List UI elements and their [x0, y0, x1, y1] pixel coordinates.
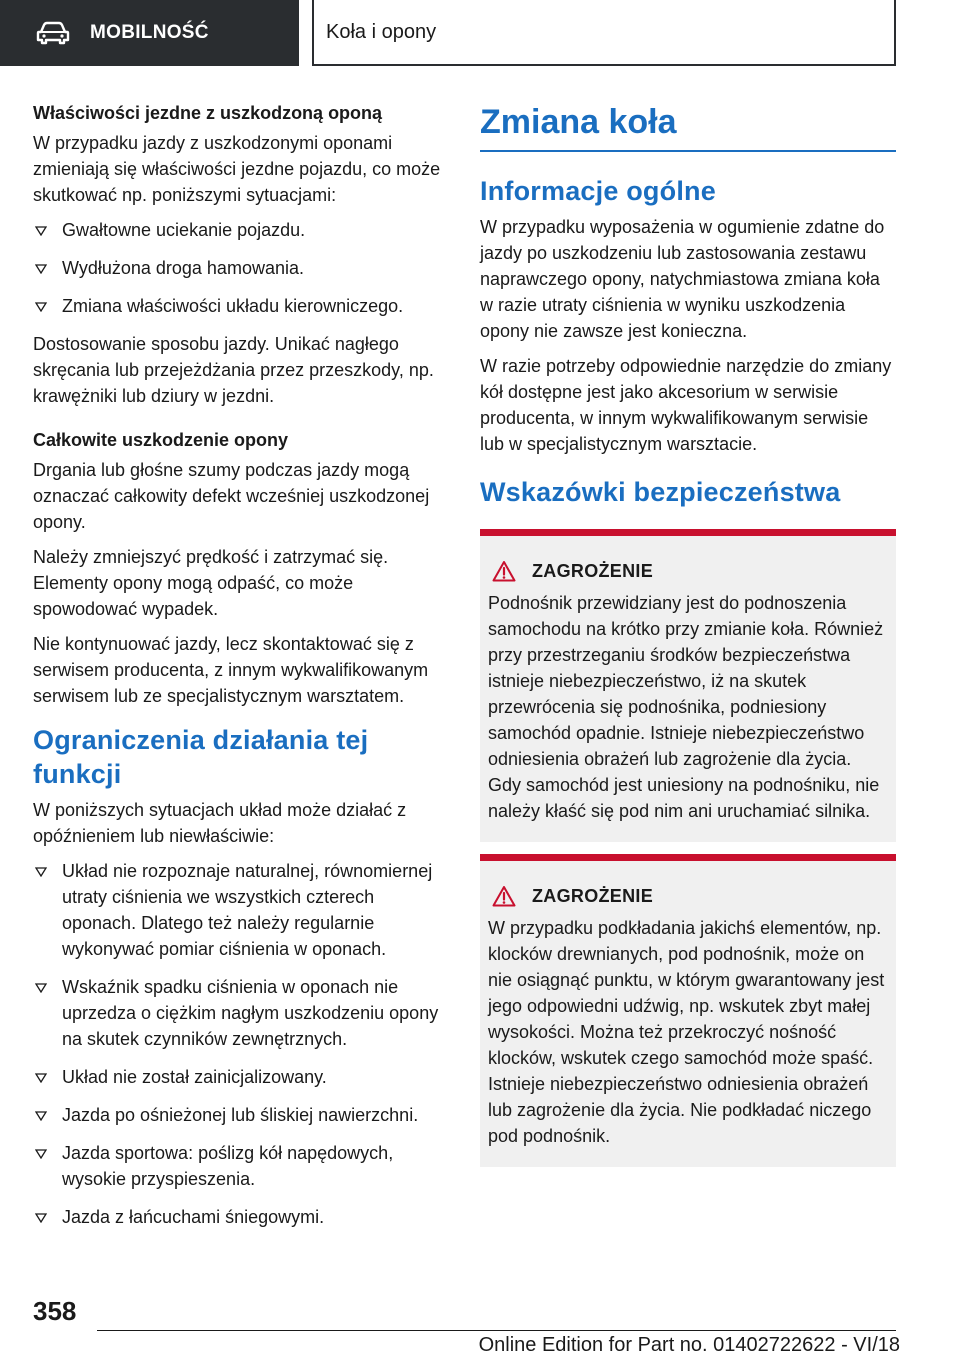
list-item: Jazda z łańcuchami śniegowymi.	[33, 1204, 451, 1230]
warning-text: W przypadku podkładania jakichś elementów, np. klocków drewnianych, pod podnośnik, może on nie osiągnąć punktu, w którym gwarantowany jest jego odpowiedni udźwig, np. wskutek zbyt małej wysokości. Można też przekroczyć nośność klocków, wskutek czego samochód może spaść. Istnieje niebezpieczeństwo odniesienia obrażeń lub zagrożenie dla życia. Nie podkładać niczego pod podnośnik.	[488, 918, 885, 1146]
topic-title: Koła i opony	[326, 20, 437, 43]
paragraph: W poniższych sytuacjach układ może działać z opóźnieniem lub niewłaściwie:	[33, 800, 407, 846]
warning-header	[488, 885, 888, 907]
limitations-list	[33, 858, 451, 1230]
subheading-driving-properties: Właściwości jezdne z uszkodzoną oponą	[33, 103, 383, 123]
triangle-bullet-icon	[35, 983, 47, 993]
paragraph: Drgania lub głośne szumy podczas jazdy mogą oznaczać całkowity defekt wcześniej uszkodzonej opony.	[33, 460, 430, 532]
list-item: Układ nie został zainicjalizowany.	[33, 1064, 451, 1090]
triangle-bullet-icon	[35, 1111, 47, 1121]
edition-info: Online Edition for Part no. 01402722622 - VI/18	[478, 1334, 900, 1356]
warning-triangle-icon	[492, 560, 516, 582]
list-item: Układ nie rozpoznaje naturalnej, równomiernej utraty ciśnienia we wszystkich czterech oponach. Dlatego też należy regularnie wykonywać pomiar ciśnienia w oponach.	[33, 858, 451, 962]
list-item: Jazda sportowa: poślizg kół napędowych, wysokie przyspieszenia.	[33, 1140, 451, 1192]
warning-text: Podnośnik przewidziany jest do podnoszenia samochodu na krótko przy zmianie koła. Również przy przestrzeganiu środków bezpieczeństwa istnieje niebezpieczeństwo, iż na skutek przewrócenia się podnośnika, podniesiony samochód opadnie. Istnieje niebezpieczeństwo odniesienia obrażeń lub zagrożenie dla życia. Gdy samochód jest uniesiony na podnośniku, nie należy kłaść się pod nim ani uruchamiać silnika.	[488, 593, 884, 821]
driving-effects-list	[33, 217, 451, 319]
triangle-bullet-icon	[35, 1149, 47, 1159]
page-number: 358	[33, 1296, 77, 1326]
subheading-total-damage: Całkowite uszkodzenie opony	[33, 430, 289, 450]
paragraph: W przypadku wyposażenia w ogumienie zdatne do jazdy po uszkodzeniu lub zastosowania zestawu naprawczego opony, natychmiastowa zmiana koła w razie utraty ciśnienia w wyniku uszkodzenia opony nie zawsze jest konieczna.	[480, 217, 885, 341]
triangle-bullet-icon	[35, 302, 47, 312]
heading-function-limits: Ograniczenia działania tej funkcji	[33, 725, 369, 789]
list-item: Wskaźnik spadku ciśnienia w oponach nie uprzedza o ciężkim nagłym uszkodzeniu opony na skutek czynników zewnętrznych.	[33, 974, 451, 1052]
triangle-bullet-icon	[35, 1073, 47, 1083]
warning-title: ZAGROŻENIE	[532, 885, 654, 906]
heading-safety-notes: Wskazówki bezpieczeństwa	[480, 477, 841, 507]
paragraph: W przypadku jazdy z uszkodzonymi oponami zmieniają się właściwości jezdne pojazdu, co może skutkować np. poniższymi sytuacjami:	[33, 133, 441, 205]
paragraph: W razie potrzeby odpowiednie narzędzie do zmiany kół dostępne jest jako akcesorium w serwisie producenta, w innym wykwalifikowanym serwisie lub w specjalistycznym warsztacie.	[480, 356, 892, 454]
warning-box	[480, 529, 896, 842]
right-column	[480, 100, 896, 1167]
left-column	[33, 100, 451, 1242]
triangle-bullet-icon	[35, 226, 47, 236]
section-tab	[0, 0, 299, 66]
warning-header	[488, 560, 888, 582]
footer-rule	[97, 1330, 896, 1331]
triangle-bullet-icon	[35, 1213, 47, 1223]
list-item: Wydłużona droga hamowania.	[33, 255, 451, 281]
triangle-bullet-icon	[35, 264, 47, 274]
triangle-bullet-icon	[35, 867, 47, 877]
warning-triangle-icon	[492, 885, 516, 907]
paragraph: Należy zmniejszyć prędkość i zatrzymać się. Elementy opony mogą odpaść, co może spowodować wypadek.	[33, 547, 389, 619]
heading-general-info: Informacje ogólne	[480, 176, 716, 206]
page-header	[0, 0, 960, 66]
list-item: Gwałtowne uciekanie pojazdu.	[33, 217, 451, 243]
topic-tab	[312, 0, 896, 66]
main-title: Zmiana koła	[480, 100, 896, 152]
list-item: Zmiana właściwości układu kierowniczego.	[33, 293, 451, 319]
car-icon	[36, 21, 70, 45]
paragraph: Nie kontynuować jazdy, lecz skontaktować się z serwisem producenta, z innym wykwalifikowanym serwisem lub ze specjalistycznym warsztatem.	[33, 634, 429, 706]
section-title: MOBILNOŚĆ	[90, 22, 209, 43]
paragraph: Dostosowanie sposobu jazdy. Unikać nagłego skręcania lub przejeżdżania przez przeszkody, np. krawężniki lub dziury w jezdni.	[33, 334, 434, 406]
warning-box	[480, 854, 896, 1167]
header-divider	[312, 0, 314, 66]
warning-title: ZAGROŻENIE	[532, 560, 654, 581]
list-item: Jazda po ośnieżonej lub śliskiej nawierzchni.	[33, 1102, 451, 1128]
